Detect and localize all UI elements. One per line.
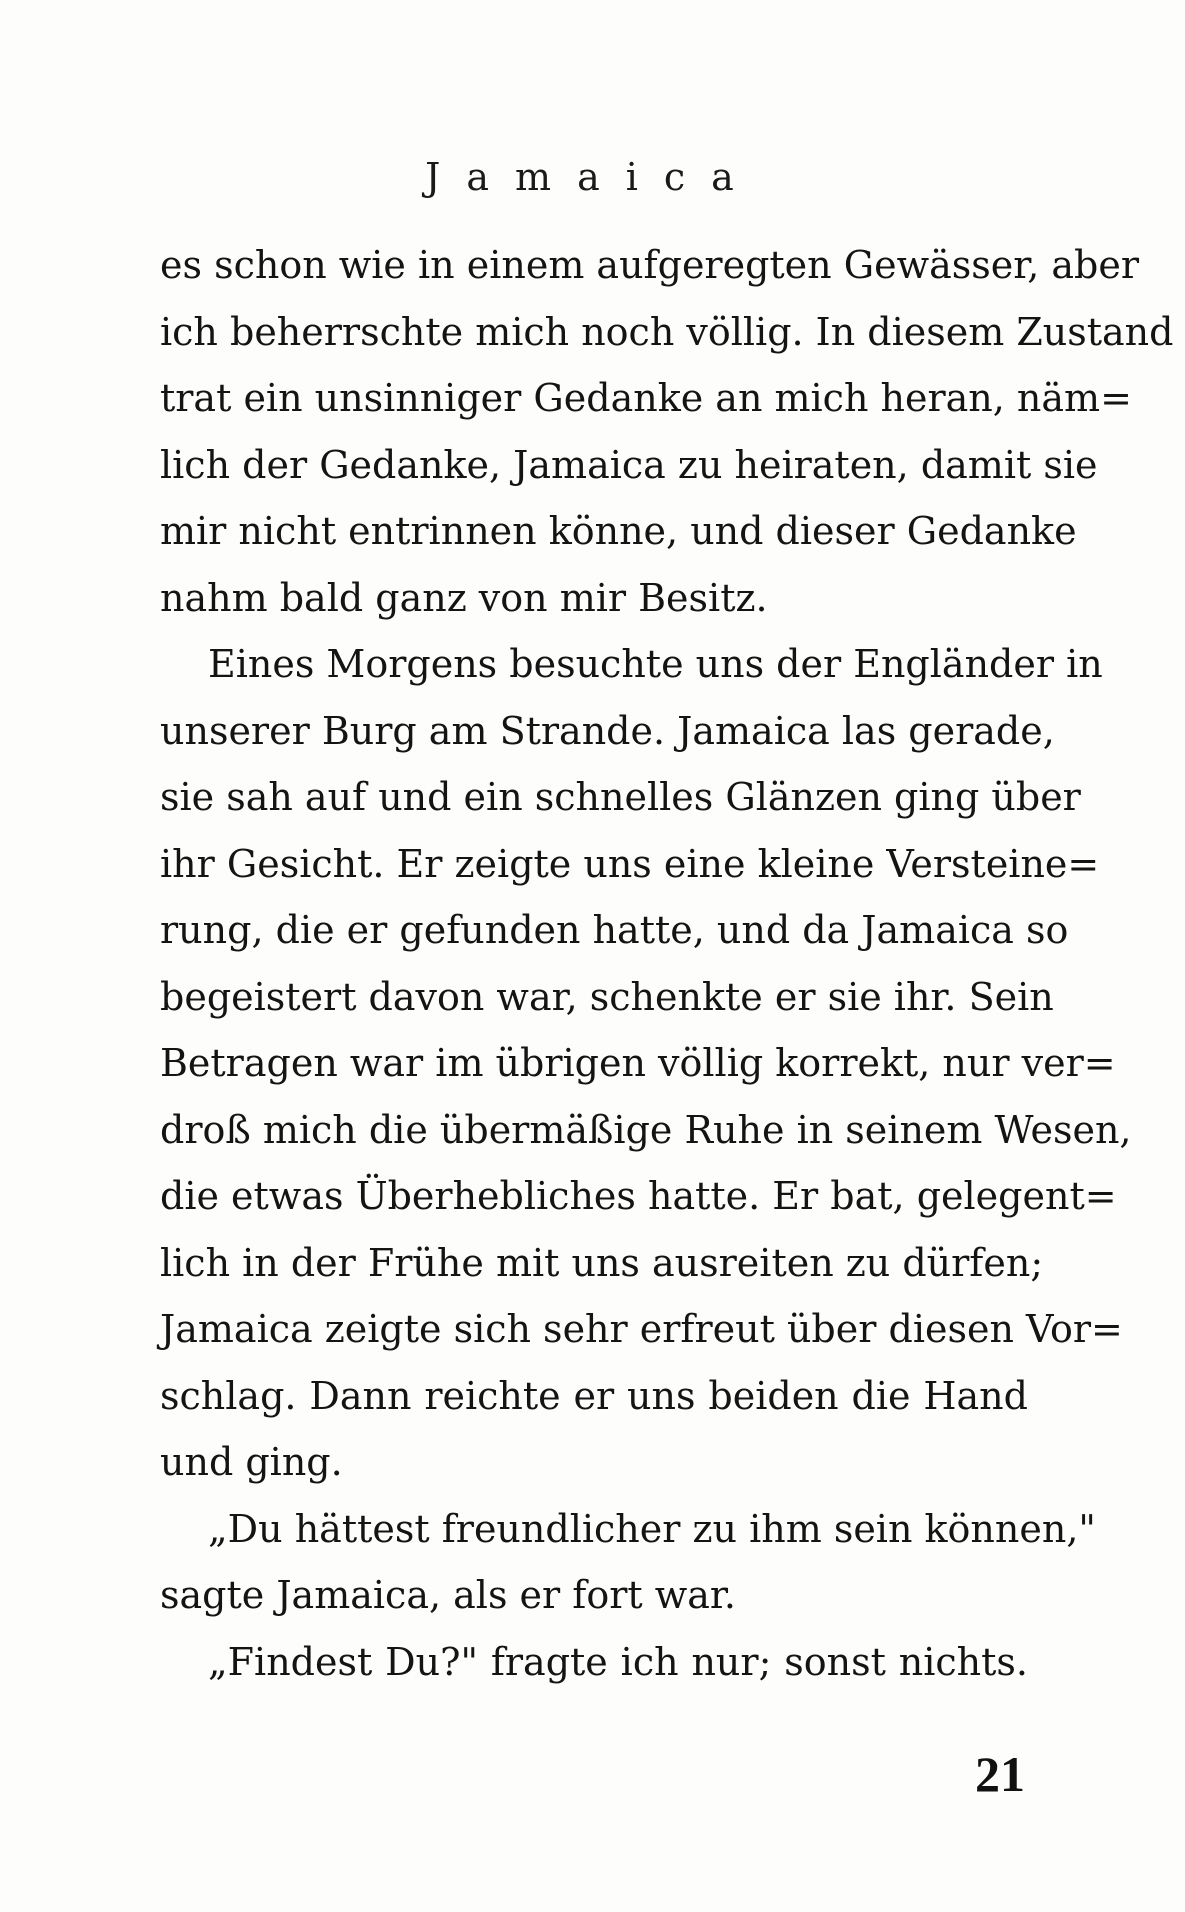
text-line: sagte Jamaica, als er fort war. xyxy=(160,1573,736,1617)
text-line: rung, die er gefunden hatte, und da Jamaica so xyxy=(160,908,1069,952)
text-line: „Du hättest freundlicher zu ihm sein können," xyxy=(208,1506,1096,1551)
text-line: lich der Gedanke, Jamaica zu heiraten, damit sie xyxy=(160,442,1098,487)
text-line: sie sah auf und ein schnelles Glänzen ging über xyxy=(160,775,1081,819)
text-line: droß mich die übermäßige Ruhe in seinem Wesen, xyxy=(160,1107,1132,1152)
running-head: Jamaica xyxy=(425,155,760,199)
text-line: ihr Gesicht. Er zeigte uns eine kleine Versteine= xyxy=(160,841,1100,886)
text-line: begeistert davon war, schenkte er sie ihr. Sein xyxy=(160,974,1054,1019)
text-line: die etwas Überhebliches hatte. Er bat, gelegent= xyxy=(160,1174,1117,1218)
text-line: unserer Burg am Strande. Jamaica las gerade, xyxy=(160,708,1055,753)
text-line: es schon wie in einem aufgeregten Gewässer, aber xyxy=(160,243,1140,287)
text-line: schlag. Dann reichte er uns beiden die Hand xyxy=(160,1373,1028,1418)
text-line: Betragen war im übrigen völlig korrekt, nur ver= xyxy=(160,1041,1116,1085)
text-line: mir nicht entrinnen könne, und dieser Gedanke xyxy=(160,509,1077,553)
page-number: 21 xyxy=(975,1746,1025,1802)
text-line: trat ein unsinniger Gedanke an mich heran, näm= xyxy=(160,376,1132,420)
text-line: lich in der Frühe mit uns ausreiten zu dürfen; xyxy=(160,1240,1044,1285)
body-text xyxy=(160,232,1174,1695)
text-line: ich beherrschte mich noch völlig. In diesem Zustand xyxy=(160,309,1174,354)
text-line: und ging. xyxy=(160,1440,343,1484)
text-line: „Findest Du?" fragte ich nur; sonst nichts. xyxy=(208,1639,1028,1684)
text-line: Eines Morgens besuchte uns der Engländer in xyxy=(208,642,1103,686)
text-line: nahm bald ganz von mir Besitz. xyxy=(160,575,768,620)
text-line: Jamaica zeigte sich sehr erfreut über diesen Vor= xyxy=(160,1307,1123,1351)
